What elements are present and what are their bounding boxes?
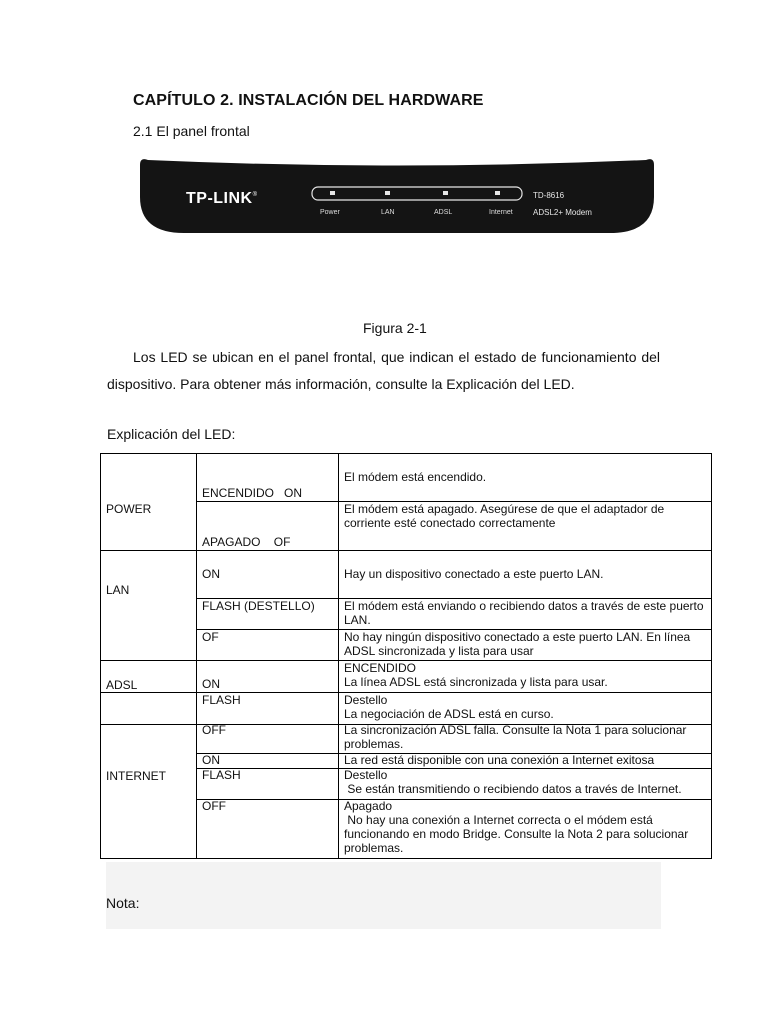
desc-text: La sincronización ADSL falla. Consulte la Nota 1 para solucionar problemas. <box>344 723 690 751</box>
state-text: ON <box>202 567 220 581</box>
desc-text: El módem está apagado. Asegúrese de que el adaptador de corriente esté conectado correctamente <box>344 502 668 530</box>
state-text: OFF <box>202 799 226 813</box>
desc-text: La red está disponible con una conexión a Internet exitosa <box>344 753 655 767</box>
state-text: ON <box>202 677 220 691</box>
state-text: OF <box>202 630 219 644</box>
led-label-power: Power <box>320 209 340 216</box>
chapter-title: CAPÍTULO 2. INSTALACIÓN DEL HARDWARE <box>133 92 484 109</box>
group-label-adsl: ADSL <box>106 678 138 692</box>
table-cell-group <box>100 724 197 859</box>
group-label-power: POWER <box>106 502 152 516</box>
adsl-led-icon <box>443 191 448 195</box>
brand-logo: TP-LINK® <box>186 190 258 207</box>
state-text: ON <box>202 753 220 767</box>
led-label-internet: Internet <box>489 209 513 216</box>
explanation-heading: Explicación del LED: <box>107 426 236 442</box>
model-number: TD-8616 <box>533 191 565 200</box>
state-text: FLASH <box>202 693 241 707</box>
section-title: 2.1 El panel frontal <box>133 123 250 139</box>
led-label-lan: LAN <box>381 209 395 216</box>
state-text: ENCENDIDO ON <box>202 486 303 500</box>
intro-paragraph: Los LED se ubican en el panel frontal, que indican el estado de funcionamiento del dispositivo. Para obtener más información, consulte la Explicación del LED. <box>107 349 660 392</box>
lan-led-icon <box>385 191 390 195</box>
note-box <box>106 862 661 929</box>
desc-text: El módem está enviando o recibiendo datos a través de este puerto LAN. <box>344 599 707 627</box>
group-label-lan: LAN <box>106 583 130 597</box>
desc-text: ENCENDIDO La línea ADSL está sincronizada y lista para usar. <box>344 661 608 689</box>
desc-text: Hay un dispositivo conectado a este puerto LAN. <box>344 567 604 581</box>
led-label-adsl: ADSL <box>434 209 453 216</box>
group-label-internet: INTERNET <box>106 769 166 783</box>
table-cell-group <box>100 692 197 725</box>
desc-text: No hay ningún dispositivo conectado a este puerto LAN. En línea ADSL sincronizada y lista para usar <box>344 630 693 658</box>
state-text: FLASH <box>202 768 241 782</box>
state-text: APAGADO OF <box>202 535 291 549</box>
desc-text: Destello La negociación de ADSL está en curso. <box>344 693 554 721</box>
note-label: Nota: <box>106 895 140 911</box>
state-text: FLASH (DESTELLO) <box>202 599 315 613</box>
power-led-icon <box>330 191 335 195</box>
desc-text: Destello Se están transmitiendo o recibiendo datos a través de Internet. <box>344 768 682 796</box>
state-text: OFF <box>202 723 226 737</box>
internet-led-icon <box>495 191 500 195</box>
desc-text: El módem está encendido. <box>344 470 487 484</box>
figure-caption: Figura 2-1 <box>363 320 427 336</box>
model-description: ADSL2+ Modem <box>533 208 592 217</box>
desc-text: Apagado No hay una conexión a Internet correcta o el módem está funcionando en modo Bridge. Consulte la Nota 2 para solucionar problemas. <box>344 799 689 855</box>
table-cell-group <box>100 550 197 661</box>
